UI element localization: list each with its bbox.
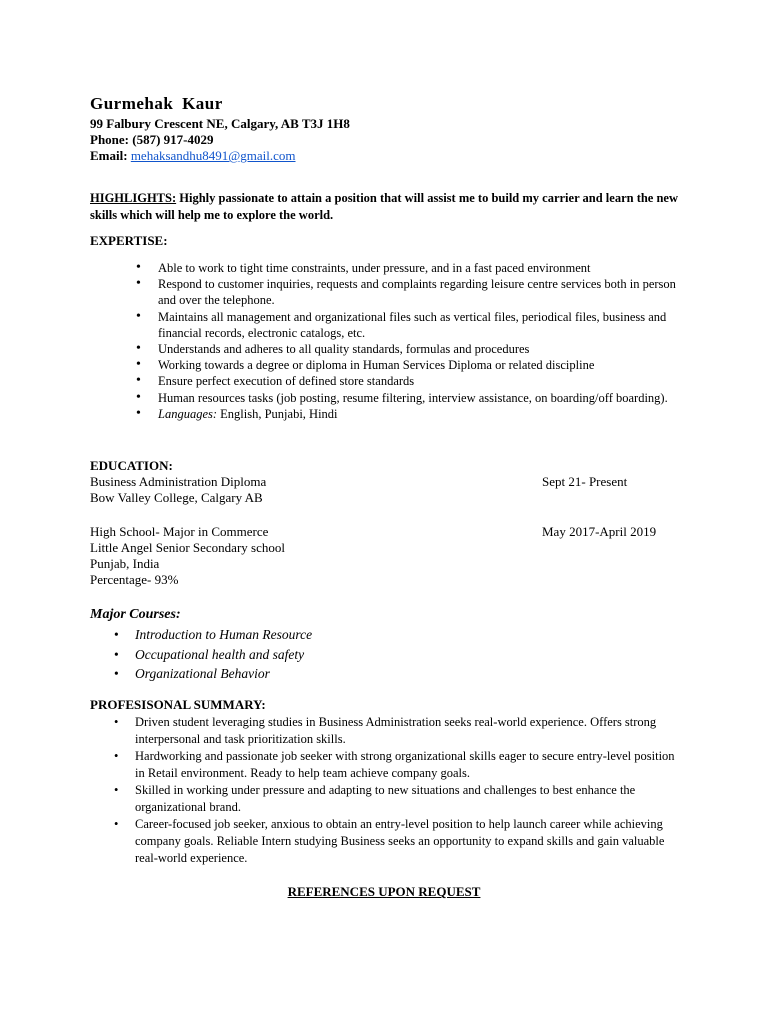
- education-entry-1-line-2: Bow Valley College, Calgary AB: [90, 490, 263, 505]
- list-item: • Maintains all management and organizational files such as vertical files, periodical files, business and financial records, electronic catalogs, etc.: [136, 309, 681, 341]
- list-item: • Driven student leveraging studies in Business Administration seeks real-world experience. Offers strong interpersonal and task prioritization skills.: [114, 714, 684, 748]
- references-text: REFERENCES UPON REQUEST: [287, 884, 481, 899]
- list-item: • Organizational Behavior: [114, 664, 312, 684]
- highlights-text: Highly passionate to attain a position that will assist me to build my carrier and learn the new skills which will help me to explore the world.: [90, 191, 679, 222]
- list-item: • Understands and adheres to all quality standards, formulas and procedures: [136, 341, 681, 357]
- phone-line: [90, 131, 214, 148]
- education-entry-1-date: Sept 21- Present: [542, 474, 628, 489]
- education-entry-2-line-4: Percentage- 93%: [90, 572, 179, 587]
- list-item: • Career-focused job seeker, anxious to obtain an entry-level position to help launch career while achieving company goals. Reliable Intern studying Business seeks an opportunity to expand skills and gain valuable real-world experience.: [114, 816, 684, 867]
- list-item: • Skilled in working under pressure and adapting to new situations and challenges to best enhance the organizational brand.: [114, 782, 684, 816]
- phone-label: Phone:: [90, 132, 129, 147]
- candidate-name: Gurmehak Kaur: [90, 94, 223, 113]
- list-item: • Ensure perfect execution of defined store standards: [136, 373, 681, 389]
- list-item: • Human resources tasks (job posting, resume filtering, interview assistance, on boarding/off boarding).: [136, 390, 681, 406]
- major-courses-list: [114, 625, 312, 684]
- education-entry-2-line-3: Punjab, India: [90, 556, 160, 571]
- education-entry-1-line-1: Business Administration Diploma: [90, 474, 267, 489]
- summary-list: [114, 714, 684, 867]
- list-item: • Respond to customer inquiries, requests and complaints regarding leisure centre services both in person and over the telephone.: [136, 276, 681, 308]
- list-item: • Occupational health and safety: [114, 645, 312, 665]
- list-item: • Introduction to Human Resource: [114, 625, 312, 645]
- references-line: [0, 884, 768, 900]
- languages-item: [136, 406, 681, 422]
- list-item: • Working towards a degree or diploma in Human Services Diploma or related discipline: [136, 357, 681, 373]
- education-entry-2-line-1: High School- Major in Commerce: [90, 524, 269, 539]
- email-link[interactable]: mehaksandhu8491@gmail.com: [130, 148, 296, 163]
- highlights-label: HIGHLIGHTS:: [90, 191, 177, 205]
- email-label: Email:: [90, 148, 128, 163]
- languages-label: Languages:: [158, 406, 218, 421]
- list-item: • Hardworking and passionate job seeker with strong organizational skills eager to secure entry-level position in Retail environment. Ready to help team achieve company goals.: [114, 748, 684, 782]
- list-item: • Able to work to tight time constraints, under pressure, and in a fast paced environment: [136, 260, 681, 276]
- education-entry-2-line-2: Little Angel Senior Secondary school: [90, 540, 285, 555]
- education-entry-2-date: May 2017-April 2019: [542, 524, 657, 539]
- education-heading: EDUCATION:: [90, 458, 173, 473]
- highlights-section: [90, 190, 680, 224]
- languages-value: English, Punjabi, Hindi: [217, 406, 338, 421]
- expertise-list: [136, 260, 681, 422]
- expertise-heading: EXPERTISE:: [90, 233, 168, 248]
- major-courses-heading: Major Courses:: [90, 607, 181, 622]
- phone-number: (587) 917-4029: [132, 132, 214, 147]
- summary-heading: PROFESISONAL SUMMARY:: [90, 697, 266, 712]
- address-line: 99 Falbury Crescent NE, Calgary, AB T3J 1H8: [90, 116, 350, 131]
- email-line: [90, 147, 296, 164]
